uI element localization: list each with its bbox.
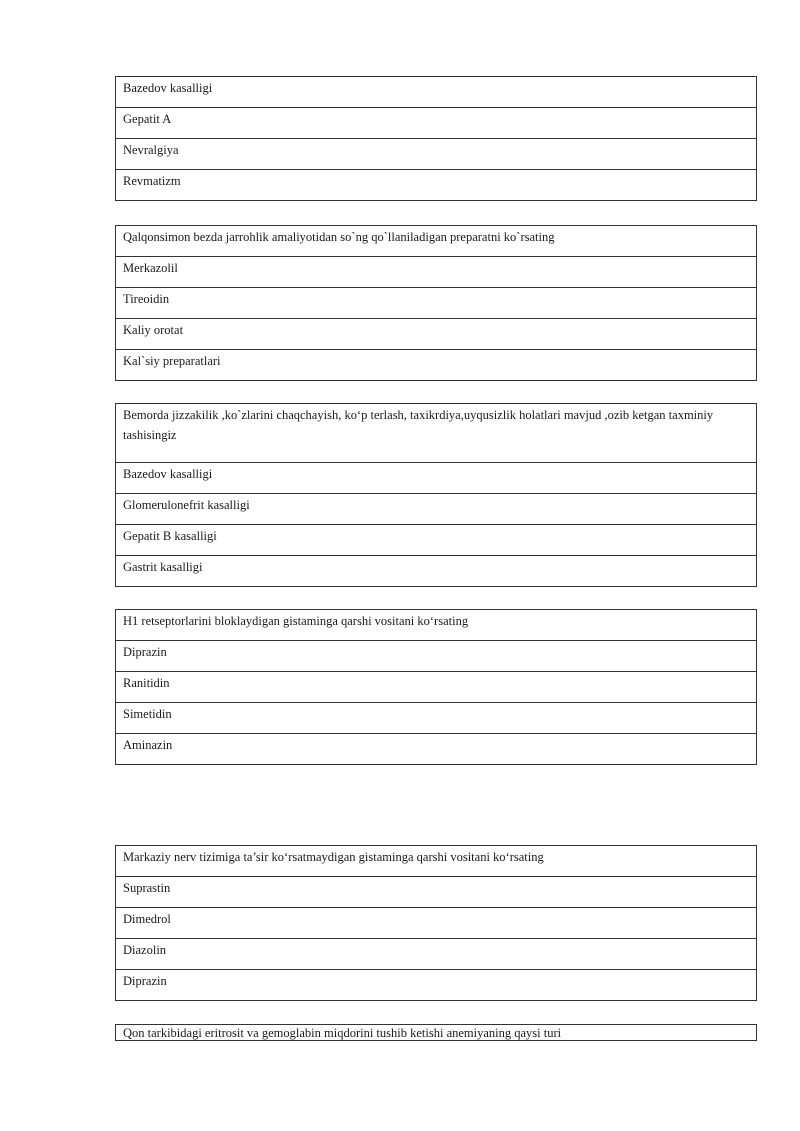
option-cell: Diprazin [116,641,757,672]
option-cell: Gepatit A [116,108,757,139]
option-cell: Diazolin [116,939,757,970]
question-block-4 [115,609,757,765]
question-block-3 [115,403,757,587]
question-cell: Qon tarkibidagi eritrosit va gemoglabin miqdorini tushib ketishi anemiyaning qaysi turi [116,1025,757,1041]
option-cell: Bazedov kasalligi [116,77,757,108]
option-cell: Gastrit kasalligi [116,556,757,587]
option-cell: Merkazolil [116,257,757,288]
question-block-1 [115,76,757,201]
option-cell: Kaliy orotat [116,319,757,350]
option-cell: Simetidin [116,703,757,734]
question-cell: H1 retseptorlarini bloklaydigan gistaminga qarshi vositani ko‘rsating [116,610,757,641]
option-cell: Dimedrol [116,908,757,939]
question-cell: Markaziy nerv tizimiga ta’sir ko‘rsatmaydigan gistaminga qarshi vositani ko‘rsating [116,846,757,877]
option-cell: Revmatizm [116,170,757,201]
option-cell: Kal`siy preparatlari [116,350,757,381]
question-block-2 [115,225,757,381]
option-cell: Gepatit B kasalligi [116,525,757,556]
option-cell: Bazedov kasalligi [116,463,757,494]
question-block-5 [115,845,757,1001]
option-cell: Tireoidin [116,288,757,319]
option-cell: Diprazin [116,970,757,1001]
question-cell: Bemorda jizzakilik ,ko`zlarini chaqchayish, ko‘p terlash, taxikrdiya,uyqusizlik holatlari mavjud ,ozib ketgan taxminiy tashisingiz [116,404,757,463]
option-cell: Nevralgiya [116,139,757,170]
question-block-6 [115,1024,757,1041]
question-cell: Qalqonsimon bezda jarrohlik amaliyotidan so`ng qo`llaniladigan preparatni ko`rsating [116,226,757,257]
option-cell: Suprastin [116,877,757,908]
option-cell: Ranitidin [116,672,757,703]
option-cell: Aminazin [116,734,757,765]
option-cell: Glomerulonefrit kasalligi [116,494,757,525]
